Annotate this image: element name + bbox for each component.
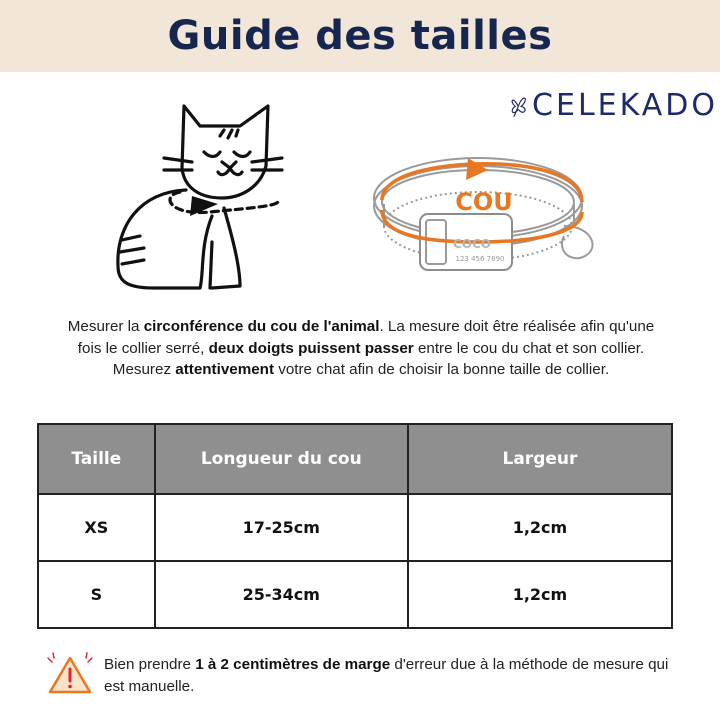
table-row: [38, 494, 672, 561]
warning-emphasis: 1 à 2 centimètres de marge: [195, 656, 391, 673]
size-cell: XS: [38, 494, 155, 561]
description-emphasis: attentivement: [175, 361, 275, 378]
page-header: [0, 0, 720, 72]
warning-icon: [44, 652, 96, 698]
warning-text-part: d'erreur due à la méthode de mesure qui est manuelle.: [104, 656, 669, 695]
description-text: Mesurer la: [67, 318, 144, 335]
collar-tag-phone: 123 456 7890: [455, 255, 505, 263]
table-row: [38, 561, 672, 628]
column-header-width: Largeur: [408, 424, 672, 494]
warning-text: [104, 654, 684, 697]
collar-tag-name: COCO: [452, 237, 492, 251]
brand-logo: [508, 80, 718, 130]
collar-illustration: [368, 140, 608, 280]
size-table: [37, 423, 673, 629]
warning-note: [44, 652, 684, 702]
column-header-neck-length: Longueur du cou: [155, 424, 408, 494]
measurement-description: [62, 316, 660, 381]
cat-illustration: [100, 96, 290, 296]
collar-label: COU: [455, 188, 513, 216]
description-emphasis: deux doigts puissent passer: [208, 339, 414, 357]
butterfly-icon: [508, 85, 530, 125]
description-text: votre chat afin de choisir la bonne taille de collier.: [274, 361, 610, 378]
width-cell: 1,2cm: [408, 494, 672, 561]
size-cell: S: [38, 561, 155, 628]
width-cell: 1,2cm: [408, 561, 672, 628]
description-text: entre le cou du chat et son collier. Mesurez: [112, 339, 645, 378]
description-emphasis: circonférence du cou de l'animal: [143, 318, 380, 335]
neck-length-cell: 25-34cm: [155, 561, 408, 628]
page-title: Guide des tailles: [167, 13, 553, 59]
description-text: . La mesure doit être réalisée afin qu'une fois le collier serré,: [77, 318, 655, 357]
table-header-row: [38, 424, 672, 494]
warning-text-part: Bien prendre: [104, 656, 196, 673]
neck-length-cell: 17-25cm: [155, 494, 408, 561]
column-header-size: Taille: [38, 424, 155, 494]
brand-name: CELEKADO: [532, 87, 718, 123]
